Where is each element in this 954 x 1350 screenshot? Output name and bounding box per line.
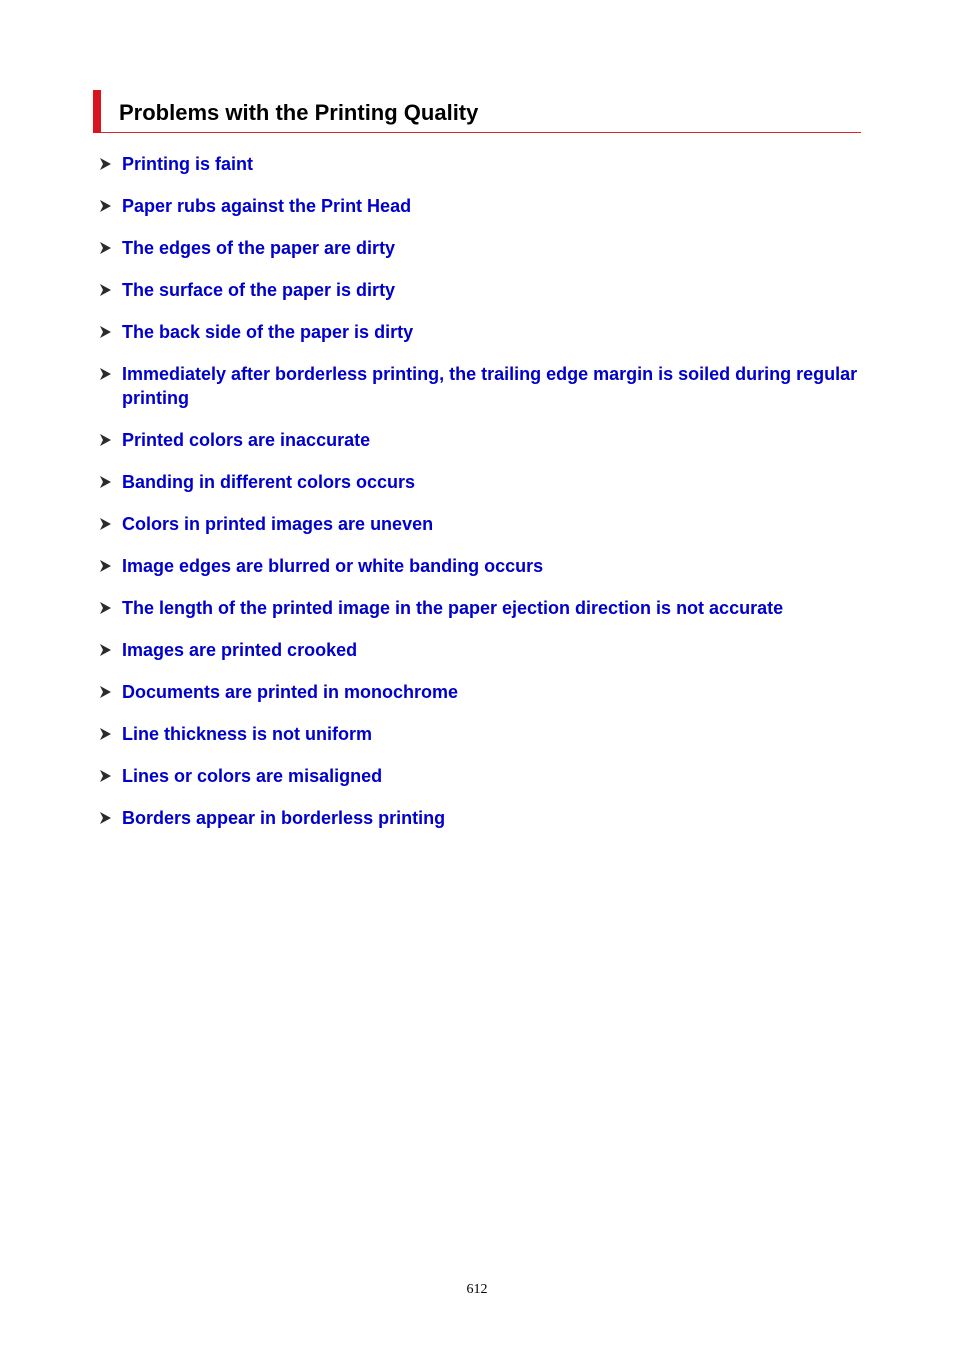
topic-link[interactable]: Banding in different colors occurs	[122, 472, 416, 492]
topic-link[interactable]: The length of the printed image in the paper ejection direction is not accurate	[122, 598, 784, 618]
arrow-right-icon	[98, 199, 112, 213]
topic-link[interactable]: The surface of the paper is dirty	[122, 280, 396, 300]
topic-link[interactable]: Colors in printed images are uneven	[122, 514, 434, 534]
list-item	[98, 470, 858, 494]
list-item	[98, 512, 858, 536]
page-number: 612	[466, 1282, 488, 1297]
topic-link[interactable]: Printing is faint	[122, 154, 254, 174]
arrow-right-icon	[98, 283, 112, 297]
list-item	[98, 428, 858, 452]
topic-link[interactable]: Image edges are blurred or white banding occurs	[122, 556, 544, 576]
list-item	[98, 638, 858, 662]
list-item	[98, 278, 858, 302]
list-item	[98, 680, 858, 704]
list-item	[98, 236, 858, 260]
topic-link[interactable]: Documents are printed in monochrome	[122, 682, 459, 702]
arrow-right-icon	[98, 685, 112, 699]
topic-link[interactable]: The back side of the paper is dirty	[122, 322, 414, 342]
heading-accent-bar	[93, 90, 101, 133]
topic-link[interactable]: Borders appear in borderless printing	[122, 808, 446, 828]
topic-link[interactable]: The edges of the paper are dirty	[122, 238, 396, 258]
topic-link-list	[98, 152, 858, 848]
arrow-right-icon	[98, 811, 112, 825]
list-item	[98, 806, 858, 830]
topic-link[interactable]: Immediately after borderless printing, the trailing edge margin is soiled during regular printing	[122, 364, 858, 408]
arrow-right-icon	[98, 325, 112, 339]
list-item	[98, 722, 858, 746]
list-item	[98, 596, 858, 620]
topic-link[interactable]: Printed colors are inaccurate	[122, 430, 371, 450]
arrow-right-icon	[98, 157, 112, 171]
topic-link[interactable]: Lines or colors are misaligned	[122, 766, 383, 786]
list-item	[98, 320, 858, 344]
list-item	[98, 554, 858, 578]
topic-link[interactable]: Line thickness is not uniform	[122, 724, 373, 744]
list-item	[98, 362, 858, 410]
page-title: Problems with the Printing Quality	[119, 100, 479, 125]
list-item	[98, 194, 858, 218]
arrow-right-icon	[98, 241, 112, 255]
arrow-right-icon	[98, 559, 112, 573]
arrow-right-icon	[98, 475, 112, 489]
arrow-right-icon	[98, 643, 112, 657]
arrow-right-icon	[98, 601, 112, 615]
arrow-right-icon	[98, 517, 112, 531]
arrow-right-icon	[98, 727, 112, 741]
topic-link[interactable]: Images are printed crooked	[122, 640, 358, 660]
list-item	[98, 152, 858, 176]
arrow-right-icon	[98, 769, 112, 783]
arrow-right-icon	[98, 433, 112, 447]
list-item	[98, 764, 858, 788]
arrow-right-icon	[98, 367, 112, 381]
page-heading	[93, 90, 861, 133]
topic-link[interactable]: Paper rubs against the Print Head	[122, 196, 412, 216]
